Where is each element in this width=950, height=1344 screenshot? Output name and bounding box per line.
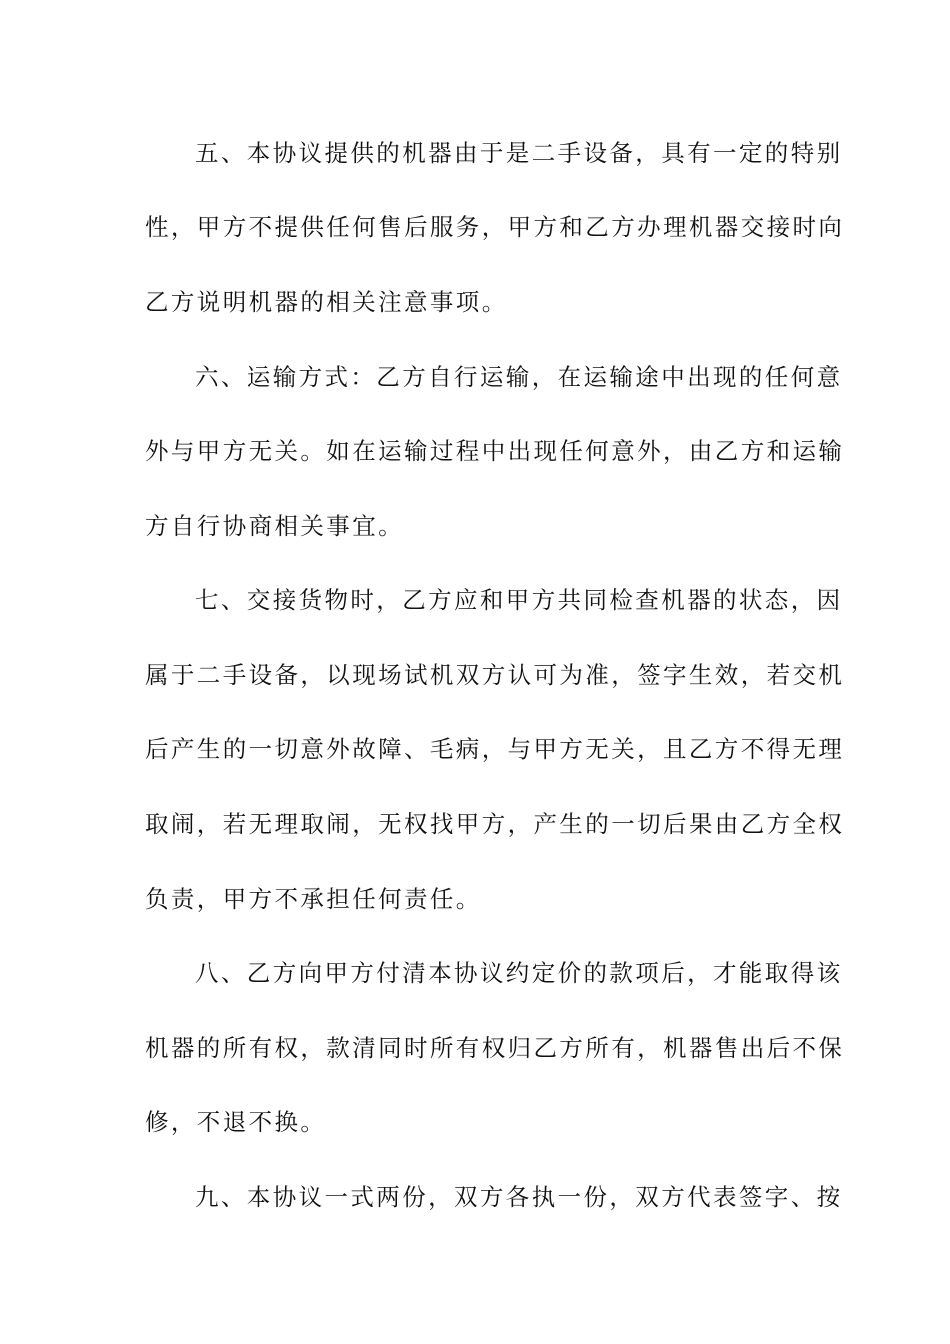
clause-8-line-3: 修，不退不换。 — [145, 1108, 327, 1136]
clause-5-line-1: 五、本协议提供的机器由于是二手设备，具有一定的特别 — [195, 139, 843, 167]
clause-6-line-3: 方自行协商相关事宜。 — [145, 512, 404, 540]
clause-7-line-1: 七、交接货物时，乙方应和甲方共同检查机器的状态，因 — [195, 586, 843, 614]
clause-8-line-2: 机器的所有权，款清同时所有权归乙方所有，机器售出后不保 — [145, 1034, 845, 1062]
clause-5-line-3: 乙方说明机器的相关注意事项。 — [145, 288, 508, 316]
clause-6-line-2: 外与甲方无关。如在运输过程中出现任何意外，由乙方和运输 — [145, 437, 845, 465]
clause-7-line-3: 后产生的一切意外故障、毛病，与甲方无关，且乙方不得无理 — [145, 735, 845, 763]
clause-9-line-1: 九、本协议一式两份，双方各执一份，双方代表签字、按 — [195, 1183, 843, 1211]
clause-5-line-2: 性，甲方不提供任何售后服务，甲方和乙方办理机器交接时向 — [145, 213, 845, 241]
clause-7-line-4: 取闹，若无理取闹，无权找甲方，产生的一切后果由乙方全权 — [145, 810, 845, 838]
clause-8-line-1: 八、乙方向甲方付清本协议约定价的款项后，才能取得该 — [195, 959, 843, 987]
clause-7-line-2: 属于二手设备，以现场试机双方认可为准，签字生效，若交机 — [145, 661, 845, 689]
clause-6-line-1: 六、运输方式：乙方自行运输，在运输途中出现的任何意 — [195, 363, 843, 391]
clause-7-line-5: 负责，甲方不承担任何责任。 — [145, 885, 482, 913]
